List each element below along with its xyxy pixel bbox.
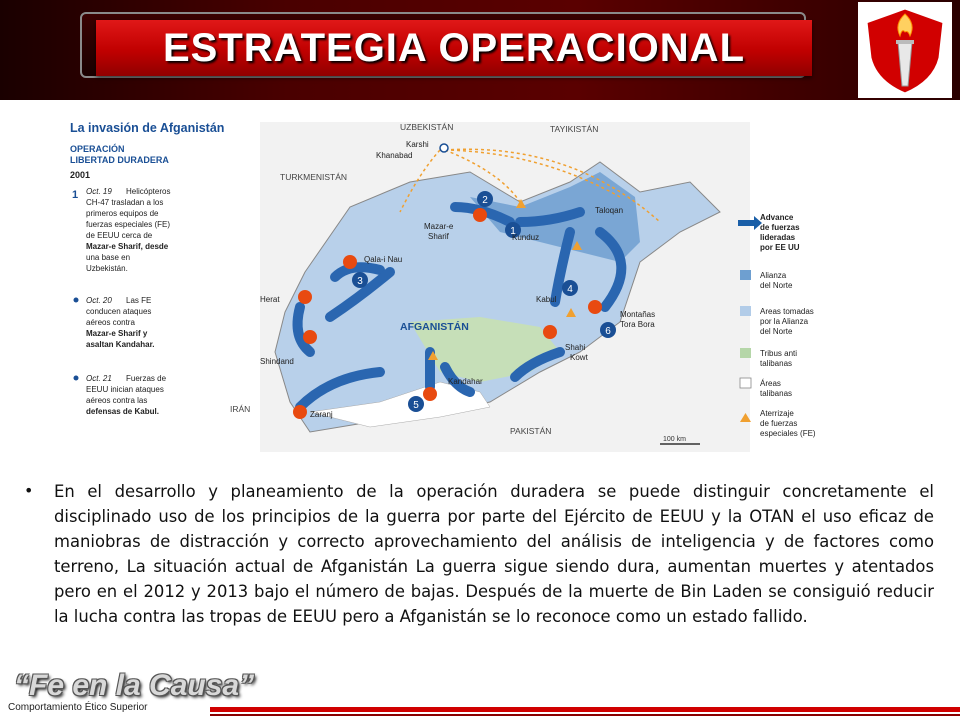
svg-text:Shindand: Shindand bbox=[260, 357, 294, 366]
svg-text:Qala-i Nau: Qala-i Nau bbox=[364, 255, 403, 264]
svg-text:2: 2 bbox=[482, 195, 488, 206]
operation-label-2: LIBERTAD DURADERA bbox=[70, 155, 169, 165]
svg-text:una base en: una base en bbox=[86, 253, 131, 262]
svg-text:Las FE: Las FE bbox=[126, 296, 152, 305]
svg-text:Sharif: Sharif bbox=[428, 232, 449, 241]
svg-text:conducen ataques: conducen ataques bbox=[86, 307, 152, 316]
svg-text:Oct. 19: Oct. 19 bbox=[86, 187, 112, 196]
svg-text:fuerzas especiales (FE): fuerzas especiales (FE) bbox=[86, 220, 171, 229]
svg-text:Areas tomadas: Areas tomadas bbox=[760, 307, 814, 316]
svg-text:5: 5 bbox=[413, 400, 419, 411]
svg-text:Áreas: Áreas bbox=[760, 379, 781, 388]
svg-text:Fuerzas de: Fuerzas de bbox=[126, 374, 167, 383]
svg-text:especiales (FE): especiales (FE) bbox=[760, 429, 816, 438]
svg-text:Uzbekistán.: Uzbekistán. bbox=[86, 264, 128, 273]
svg-text:Karshi: Karshi bbox=[406, 140, 429, 149]
svg-text:Tora Bora: Tora Bora bbox=[620, 320, 655, 329]
svg-text:Taloqan: Taloqan bbox=[595, 206, 624, 215]
svg-text:Shahi: Shahi bbox=[565, 343, 586, 352]
svg-text:lideradas: lideradas bbox=[760, 233, 796, 242]
svg-text:Khanabad: Khanabad bbox=[376, 151, 413, 160]
slogan: “Fe en la Causa” bbox=[14, 669, 255, 702]
svg-text:Kabul: Kabul bbox=[536, 295, 557, 304]
page-title: ESTRATEGIA OPERACIONAL bbox=[162, 26, 746, 70]
svg-text:Kandahar: Kandahar bbox=[448, 377, 483, 386]
svg-text:PAKISTÁN: PAKISTÁN bbox=[510, 426, 552, 436]
svg-text:asaltan Kandahar.: asaltan Kandahar. bbox=[86, 340, 155, 349]
svg-text:TAYIKISTÁN: TAYIKISTÁN bbox=[550, 124, 599, 134]
svg-text:EEUU inician ataques: EEUU inician ataques bbox=[86, 385, 164, 394]
svg-text:Herat: Herat bbox=[260, 295, 280, 304]
svg-text:defensas de Kabul.: defensas de Kabul. bbox=[86, 407, 159, 416]
svg-text:4: 4 bbox=[567, 284, 573, 295]
svg-text:Advance: Advance bbox=[760, 213, 794, 222]
svg-text:del Norte: del Norte bbox=[760, 327, 793, 336]
slogan-subtitle: Comportamiento Ético Superior bbox=[8, 702, 148, 713]
svg-text:Oct. 20: Oct. 20 bbox=[86, 296, 112, 305]
svg-text:Aterrizaje: Aterrizaje bbox=[760, 409, 794, 418]
svg-text:aéreos contra las: aéreos contra las bbox=[86, 396, 148, 405]
svg-text:Alianza: Alianza bbox=[760, 271, 787, 280]
svg-text:de fuerzas: de fuerzas bbox=[760, 419, 798, 428]
svg-text:CH-47 trasladan a los: CH-47 trasladan a los bbox=[86, 198, 164, 207]
svg-text:Kowt: Kowt bbox=[570, 353, 588, 362]
bullet-marker: • bbox=[24, 481, 34, 500]
svg-text:TURKMENISTÁN: TURKMENISTÁN bbox=[280, 172, 348, 182]
afghanistan-invasion-map bbox=[60, 112, 860, 470]
shield-emblem-icon bbox=[858, 2, 952, 98]
operation-label-1: OPERACIÓN bbox=[70, 144, 125, 154]
svg-text:3: 3 bbox=[357, 276, 363, 287]
svg-text:Montañas: Montañas bbox=[620, 310, 656, 319]
svg-text:100 km: 100 km bbox=[663, 436, 686, 443]
svg-text:de EEUU cerca de: de EEUU cerca de bbox=[86, 231, 153, 240]
svg-text:Oct. 21: Oct. 21 bbox=[86, 374, 112, 383]
svg-text:Mazar-e: Mazar-e bbox=[424, 222, 454, 231]
svg-text:1: 1 bbox=[510, 226, 516, 237]
svg-text:de fuerzas: de fuerzas bbox=[760, 223, 800, 232]
body-paragraph: En el desarrollo y planeamiento de la operación duradera se puede distinguir concretamente el disciplinado uso de los principios de la guerra por parte del Ejército de EEUU y la OTAN el uso eficaz de maniobras de distracción y correcto aprovechamiento del análisis de inteligencia y de factores como terreno, La situación actual de Afganistán La guerra sigue siendo dura, aumentan muertes y atentados pero en el 2012 y 2013 bajo el número de bajas. Después de la muerte de Bin Laden se consiguió reducir la lucha contra las tropas de EEUU pero a Afganistán se lo reconoce como un estado fallido. bbox=[54, 482, 934, 626]
svg-text:por la Alianza: por la Alianza bbox=[760, 317, 809, 326]
svg-text:del Norte: del Norte bbox=[760, 281, 793, 290]
svg-text:6: 6 bbox=[605, 326, 611, 337]
year-label: 2001 bbox=[70, 170, 91, 180]
svg-text:primeros equipos de: primeros equipos de bbox=[86, 209, 159, 218]
svg-text:1: 1 bbox=[72, 189, 79, 201]
svg-text:Mazar-e Sharif y: Mazar-e Sharif y bbox=[86, 329, 148, 338]
svg-text:UZBEKISTÁN: UZBEKISTÁN bbox=[400, 122, 454, 132]
footer-divider bbox=[210, 707, 960, 712]
svg-text:talibanas: talibanas bbox=[760, 389, 793, 398]
svg-text:aéreos contra: aéreos contra bbox=[86, 318, 135, 327]
map-title: La invasión de Afganistán bbox=[70, 121, 225, 135]
svg-text:Kunduz: Kunduz bbox=[512, 233, 540, 242]
svg-text:Mazar-e Sharif, desde: Mazar-e Sharif, desde bbox=[86, 242, 169, 251]
svg-text:talibanas: talibanas bbox=[760, 359, 793, 368]
svg-text:AFGANISTÁN: AFGANISTÁN bbox=[400, 321, 469, 333]
svg-text:Zaranj: Zaranj bbox=[310, 410, 333, 419]
svg-text:Tribus anti: Tribus anti bbox=[760, 349, 798, 358]
svg-text:IRÁN: IRÁN bbox=[230, 404, 251, 414]
footer-divider-thin bbox=[210, 714, 960, 716]
svg-text:por EE UU: por EE UU bbox=[760, 243, 800, 252]
svg-text:Helicópteros: Helicópteros bbox=[126, 187, 171, 196]
